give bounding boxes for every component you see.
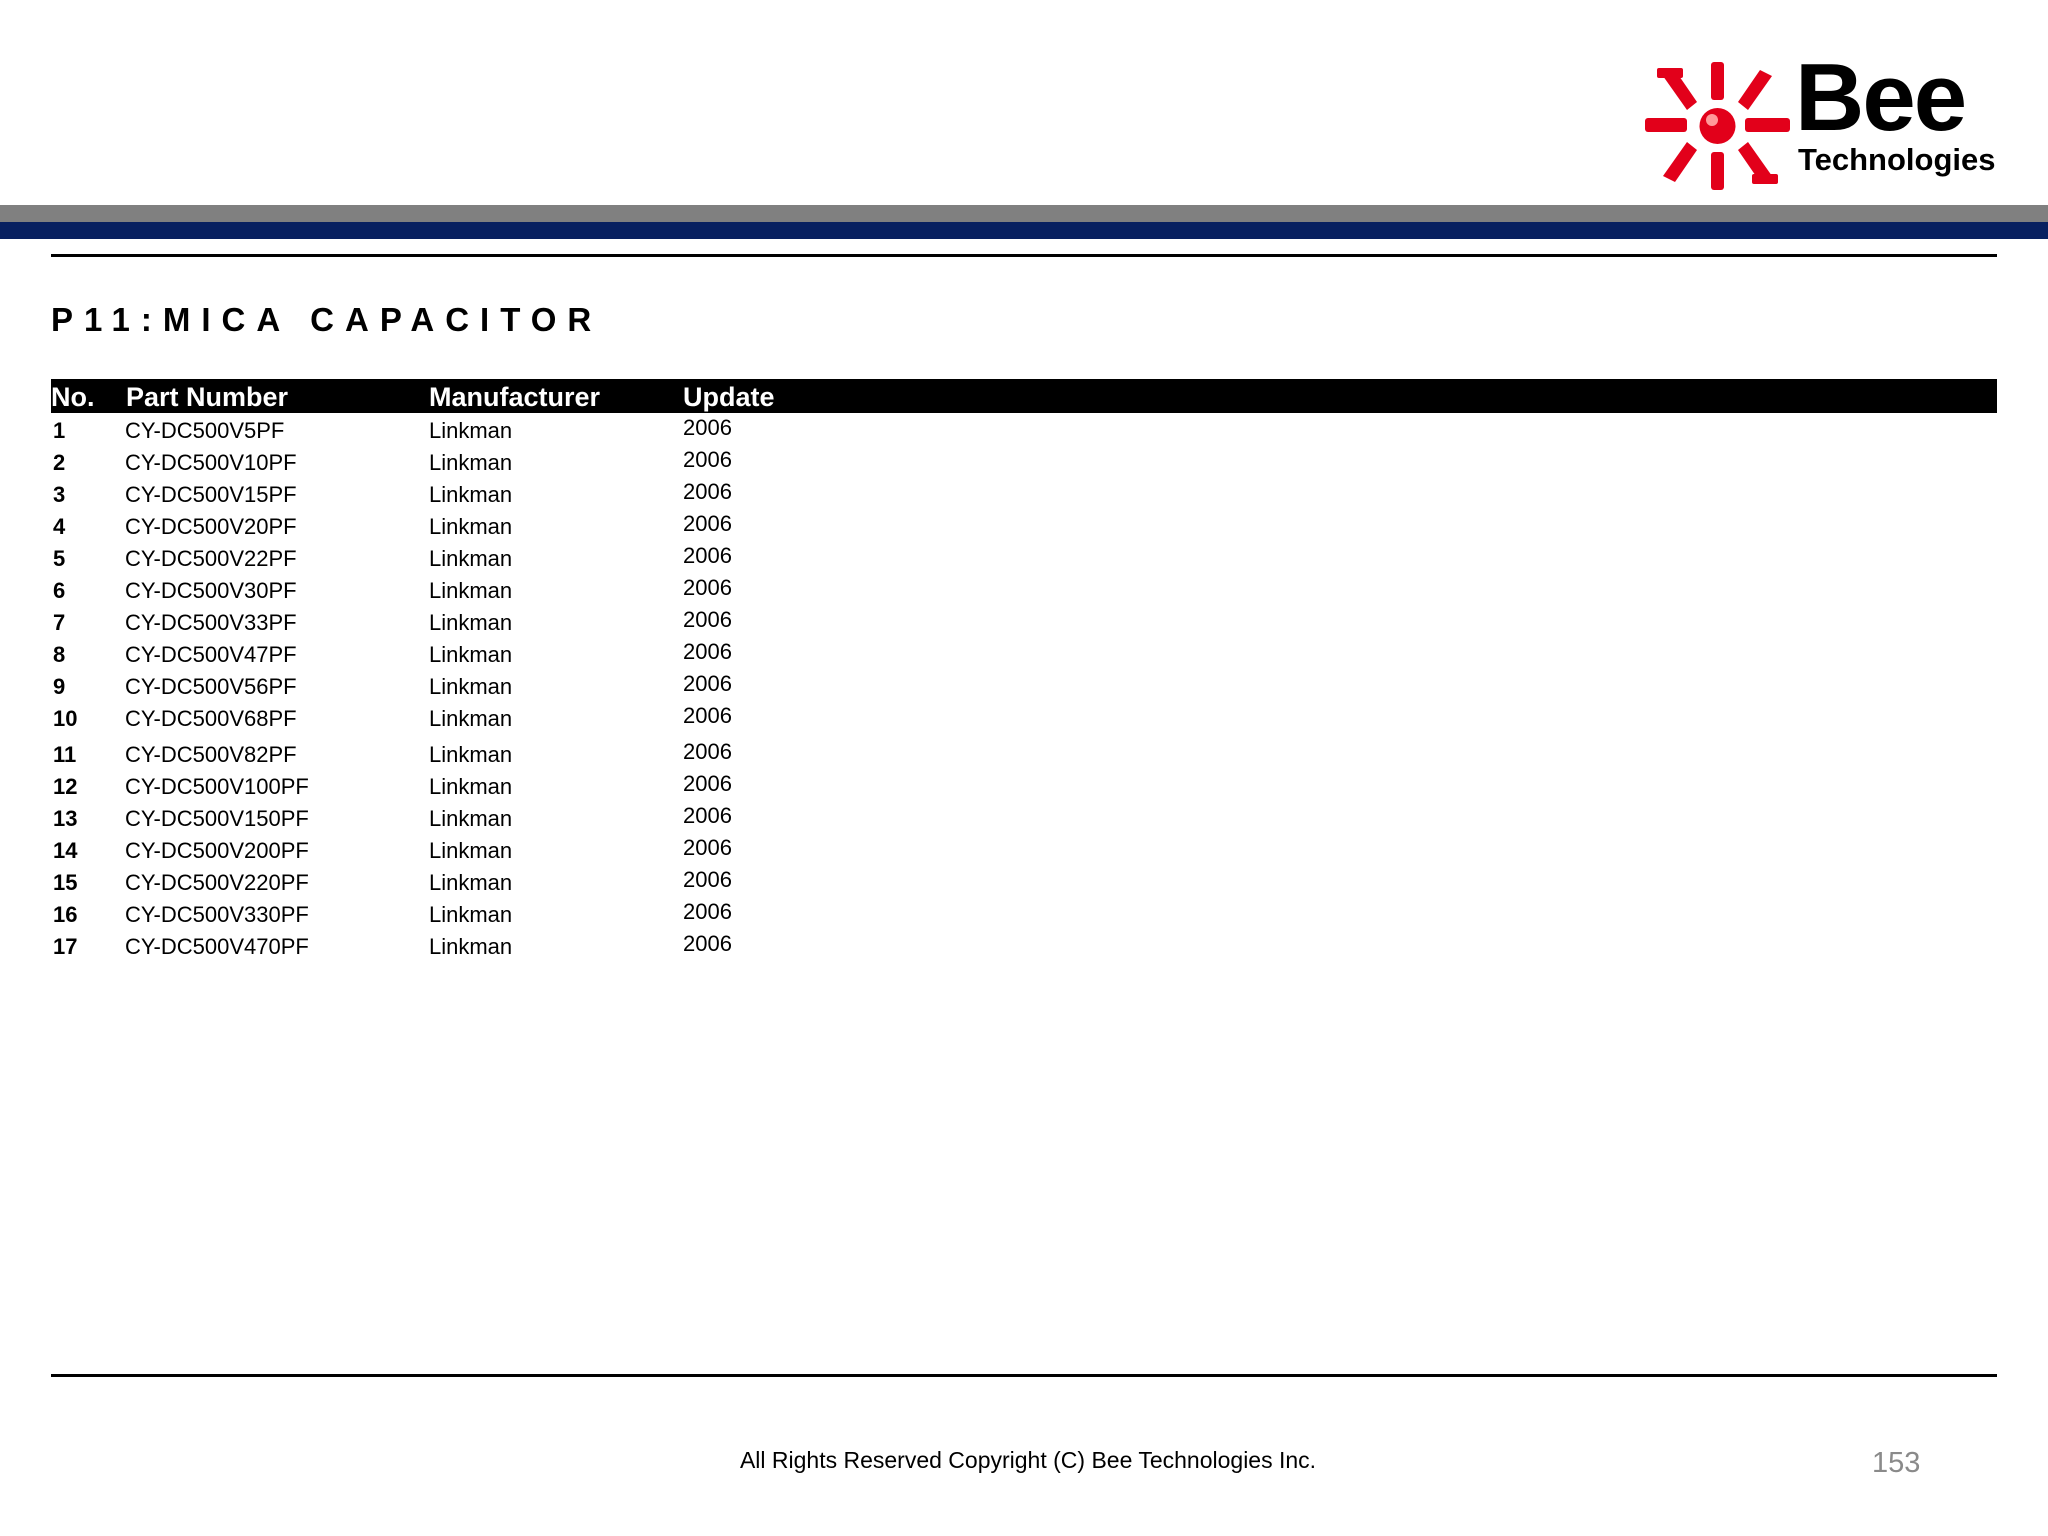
row-manufacturer: Linkman	[429, 578, 513, 603]
row-part-number: CY-DC500V82PF	[125, 742, 297, 767]
row-update: 2006	[683, 835, 732, 860]
table-row	[0, 607, 2048, 639]
row-part-number: CY-DC500V33PF	[125, 610, 297, 635]
table-row	[0, 899, 2048, 931]
row-update: 2006	[683, 803, 732, 828]
table-row	[0, 703, 2048, 735]
row-no: 4	[53, 514, 66, 539]
row-part-number: CY-DC500V47PF	[125, 642, 297, 667]
header-band-gray	[0, 205, 2048, 222]
row-update: 2006	[683, 607, 732, 632]
table-row	[0, 771, 2048, 803]
row-no: 7	[53, 610, 66, 635]
table-row	[0, 931, 2048, 963]
row-no: 8	[53, 642, 66, 667]
row-no: 12	[53, 774, 78, 799]
logo-subtitle: Technologies	[1798, 142, 1996, 177]
row-part-number: CY-DC500V5PF	[125, 418, 285, 443]
row-manufacturer: Linkman	[429, 934, 513, 959]
row-manufacturer: Linkman	[429, 742, 513, 767]
row-part-number: CY-DC500V100PF	[125, 774, 309, 799]
row-update: 2006	[683, 639, 732, 664]
header-part-number: Part Number	[126, 382, 289, 412]
row-manufacturer: Linkman	[429, 870, 513, 895]
table-row	[0, 511, 2048, 543]
row-update: 2006	[683, 931, 732, 956]
table-row	[0, 479, 2048, 511]
row-part-number: CY-DC500V20PF	[125, 514, 297, 539]
row-manufacturer: Linkman	[429, 450, 513, 475]
row-no: 1	[53, 418, 66, 443]
logo-wordmark: Bee	[1795, 44, 1966, 151]
copyright-text: All Rights Reserved Copyright (C) Bee Technologies Inc.	[739, 1447, 1317, 1473]
row-update: 2006	[683, 415, 732, 440]
row-update: 2006	[683, 543, 732, 568]
row-part-number: CY-DC500V150PF	[125, 806, 309, 831]
page-number: 153	[1872, 1447, 1921, 1479]
table-row	[0, 739, 2048, 771]
row-manufacturer: Linkman	[429, 546, 513, 571]
table-row	[0, 803, 2048, 835]
row-part-number: CY-DC500V200PF	[125, 838, 309, 863]
row-manufacturer: Linkman	[429, 514, 513, 539]
row-update: 2006	[683, 771, 732, 796]
row-no: 3	[53, 482, 66, 507]
row-no: 6	[53, 578, 66, 603]
row-manufacturer: Linkman	[429, 806, 513, 831]
header-no: No.	[51, 382, 95, 412]
row-manufacturer: Linkman	[429, 838, 513, 863]
row-update: 2006	[683, 739, 732, 764]
row-no: 10	[53, 706, 78, 731]
row-no: 15	[53, 870, 78, 895]
row-update: 2006	[683, 447, 732, 472]
row-no: 2	[53, 450, 66, 475]
page-title: P11:MICA CAPACITOR	[51, 301, 603, 338]
row-manufacturer: Linkman	[429, 418, 513, 443]
table-row	[0, 639, 2048, 671]
row-no: 14	[53, 838, 78, 863]
table-row	[0, 447, 2048, 479]
row-manufacturer: Linkman	[429, 610, 513, 635]
bee-technologies-logo	[1645, 44, 1996, 190]
table-row	[0, 835, 2048, 867]
row-manufacturer: Linkman	[429, 706, 513, 731]
row-manufacturer: Linkman	[429, 902, 513, 927]
row-no: 16	[53, 902, 78, 927]
row-no: 11	[53, 742, 77, 767]
row-update: 2006	[683, 479, 732, 504]
table-row	[0, 415, 2048, 447]
row-update: 2006	[683, 671, 732, 696]
row-manufacturer: Linkman	[429, 482, 513, 507]
row-no: 17	[53, 934, 78, 959]
row-part-number: CY-DC500V220PF	[125, 870, 309, 895]
row-part-number: CY-DC500V22PF	[125, 546, 297, 571]
header-band-navy	[0, 222, 2048, 239]
bee-logo-icon	[1645, 62, 1790, 190]
header-manufacturer: Manufacturer	[429, 382, 601, 412]
row-manufacturer: Linkman	[429, 774, 513, 799]
row-no: 5	[53, 546, 66, 571]
row-part-number: CY-DC500V470PF	[125, 934, 309, 959]
row-part-number: CY-DC500V330PF	[125, 902, 309, 927]
table-row	[0, 543, 2048, 575]
row-update: 2006	[683, 703, 732, 728]
row-manufacturer: Linkman	[429, 674, 513, 699]
header-update: Update	[683, 382, 775, 412]
table-row	[0, 671, 2048, 703]
table-row	[0, 575, 2048, 607]
top-divider	[51, 254, 1997, 257]
row-part-number: CY-DC500V15PF	[125, 482, 297, 507]
table-row	[0, 867, 2048, 899]
row-update: 2006	[683, 899, 732, 924]
row-part-number: CY-DC500V10PF	[125, 450, 297, 475]
row-update: 2006	[683, 867, 732, 892]
row-part-number: CY-DC500V68PF	[125, 706, 297, 731]
row-update: 2006	[683, 511, 732, 536]
row-part-number: CY-DC500V30PF	[125, 578, 297, 603]
bottom-divider	[51, 1374, 1997, 1377]
row-manufacturer: Linkman	[429, 642, 513, 667]
row-update: 2006	[683, 575, 732, 600]
row-part-number: CY-DC500V56PF	[125, 674, 297, 699]
table-header	[51, 379, 1997, 413]
row-no: 9	[53, 674, 66, 699]
row-no: 13	[53, 806, 78, 831]
